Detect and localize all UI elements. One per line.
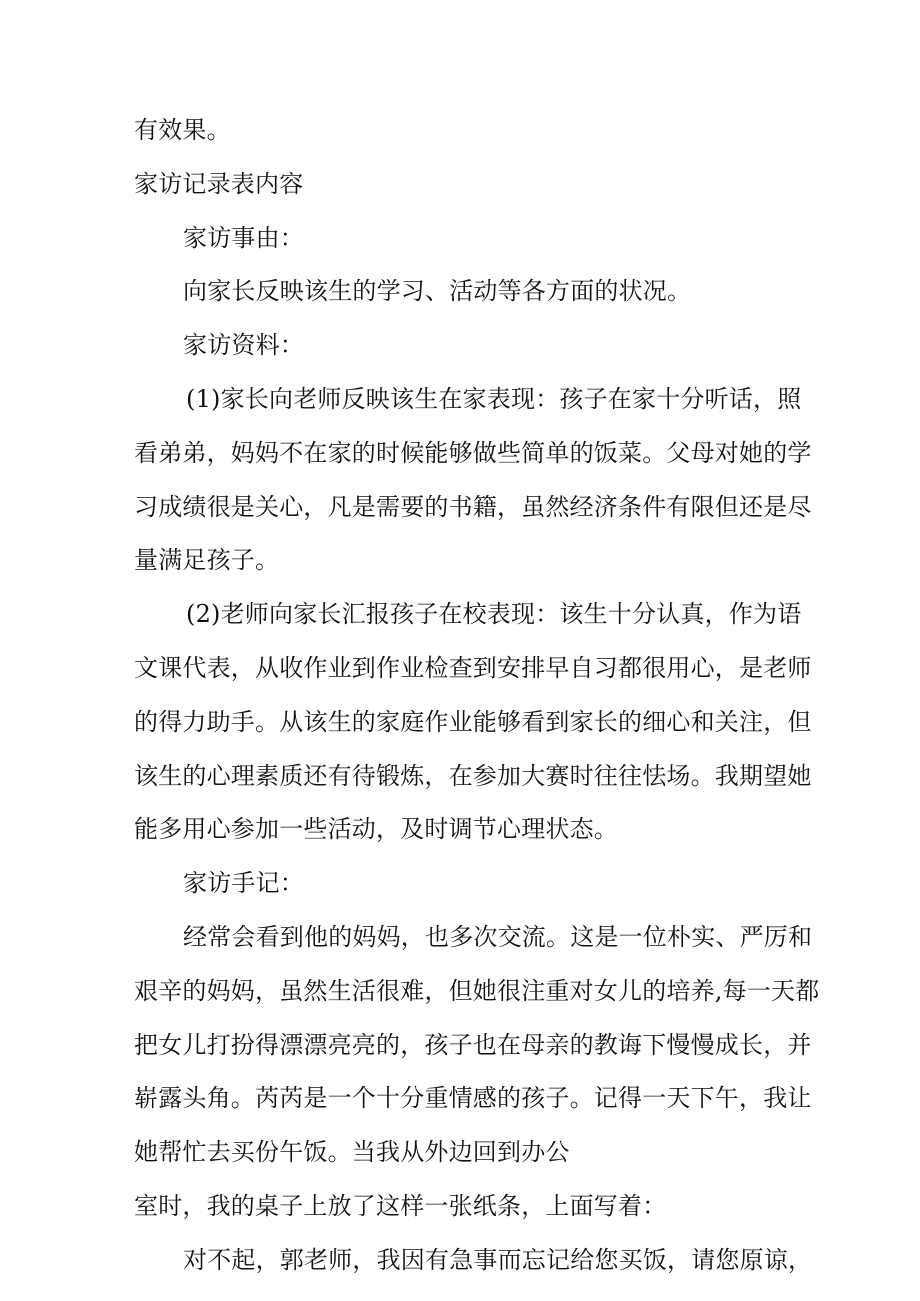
notes-line-6: 室时，我的桌子上放了这样一张纸条，上面写着： (134, 1191, 667, 1220)
section-heading: 家访记录表内容 (134, 169, 304, 198)
reason-text: 向家长反映该生的学习、活动等各方面的状况。 (183, 277, 692, 306)
notes-line-3: 把女儿打扮得漂漂亮亮的，孩子也在母亲的教诲下慢慢成长，并 (134, 1030, 812, 1059)
materials-item-1-line-4: 量满足孩子。 (134, 546, 280, 575)
materials-item-2-line-4: 该生的心理素质还有待锻炼，在参加大赛时往往怯场。我期望她 (134, 761, 812, 790)
quoted-note-line-1: 对不起，郭老师，我因有急事而忘记给您买饭，请您原谅， (183, 1245, 813, 1274)
materials-item-1-line-1: (1)家长向老师反映该生在家表现：孩子在家十分听话，照 (186, 384, 802, 413)
notes-line-1: 经常会看到他的妈妈，也多次交流。这是一位朴实、严厉和 (183, 922, 813, 951)
materials-item-2-line-2: 文课代表，从收作业到作业检查到安排早自习都很用心，是老师 (134, 653, 812, 682)
field-label-notes: 家访手记： (183, 869, 304, 898)
materials-item-1-line-2: 看弟弟，妈妈不在家的时候能够做些简单的饭菜。父母对她的学 (134, 438, 812, 467)
materials-item-2-line-5: 能多用心参加一些活动，及时调节心理状态。 (134, 815, 618, 844)
notes-line-2: 艰辛的妈妈，虽然生活很难，但她很注重对女儿的培养,每一天都 (134, 976, 820, 1005)
materials-item-2-line-1: (2)老师向家长汇报孩子在校表现：该生十分认真，作为语 (186, 600, 802, 629)
document-body (134, 104, 820, 1288)
materials-item-1-line-3: 习成绩很是关心，凡是需要的书籍，虽然经济条件有限但还是尽 (134, 492, 812, 521)
notes-line-4: 崭露头角。芮芮是一个十分重情感的孩子。记得一天下午，我让 (134, 1084, 812, 1113)
text-line-continuation: 有效果。 (134, 116, 231, 144)
field-label-materials: 家访资料： (183, 331, 304, 360)
notes-line-5: 她帮忙去买份午饭。当我从外边回到办公 (134, 1138, 570, 1167)
field-label-reason: 家访事由： (183, 223, 304, 252)
materials-item-2-line-3: 的得力助手。从该生的家庭作业能够看到家长的细心和关注，但 (134, 707, 812, 736)
